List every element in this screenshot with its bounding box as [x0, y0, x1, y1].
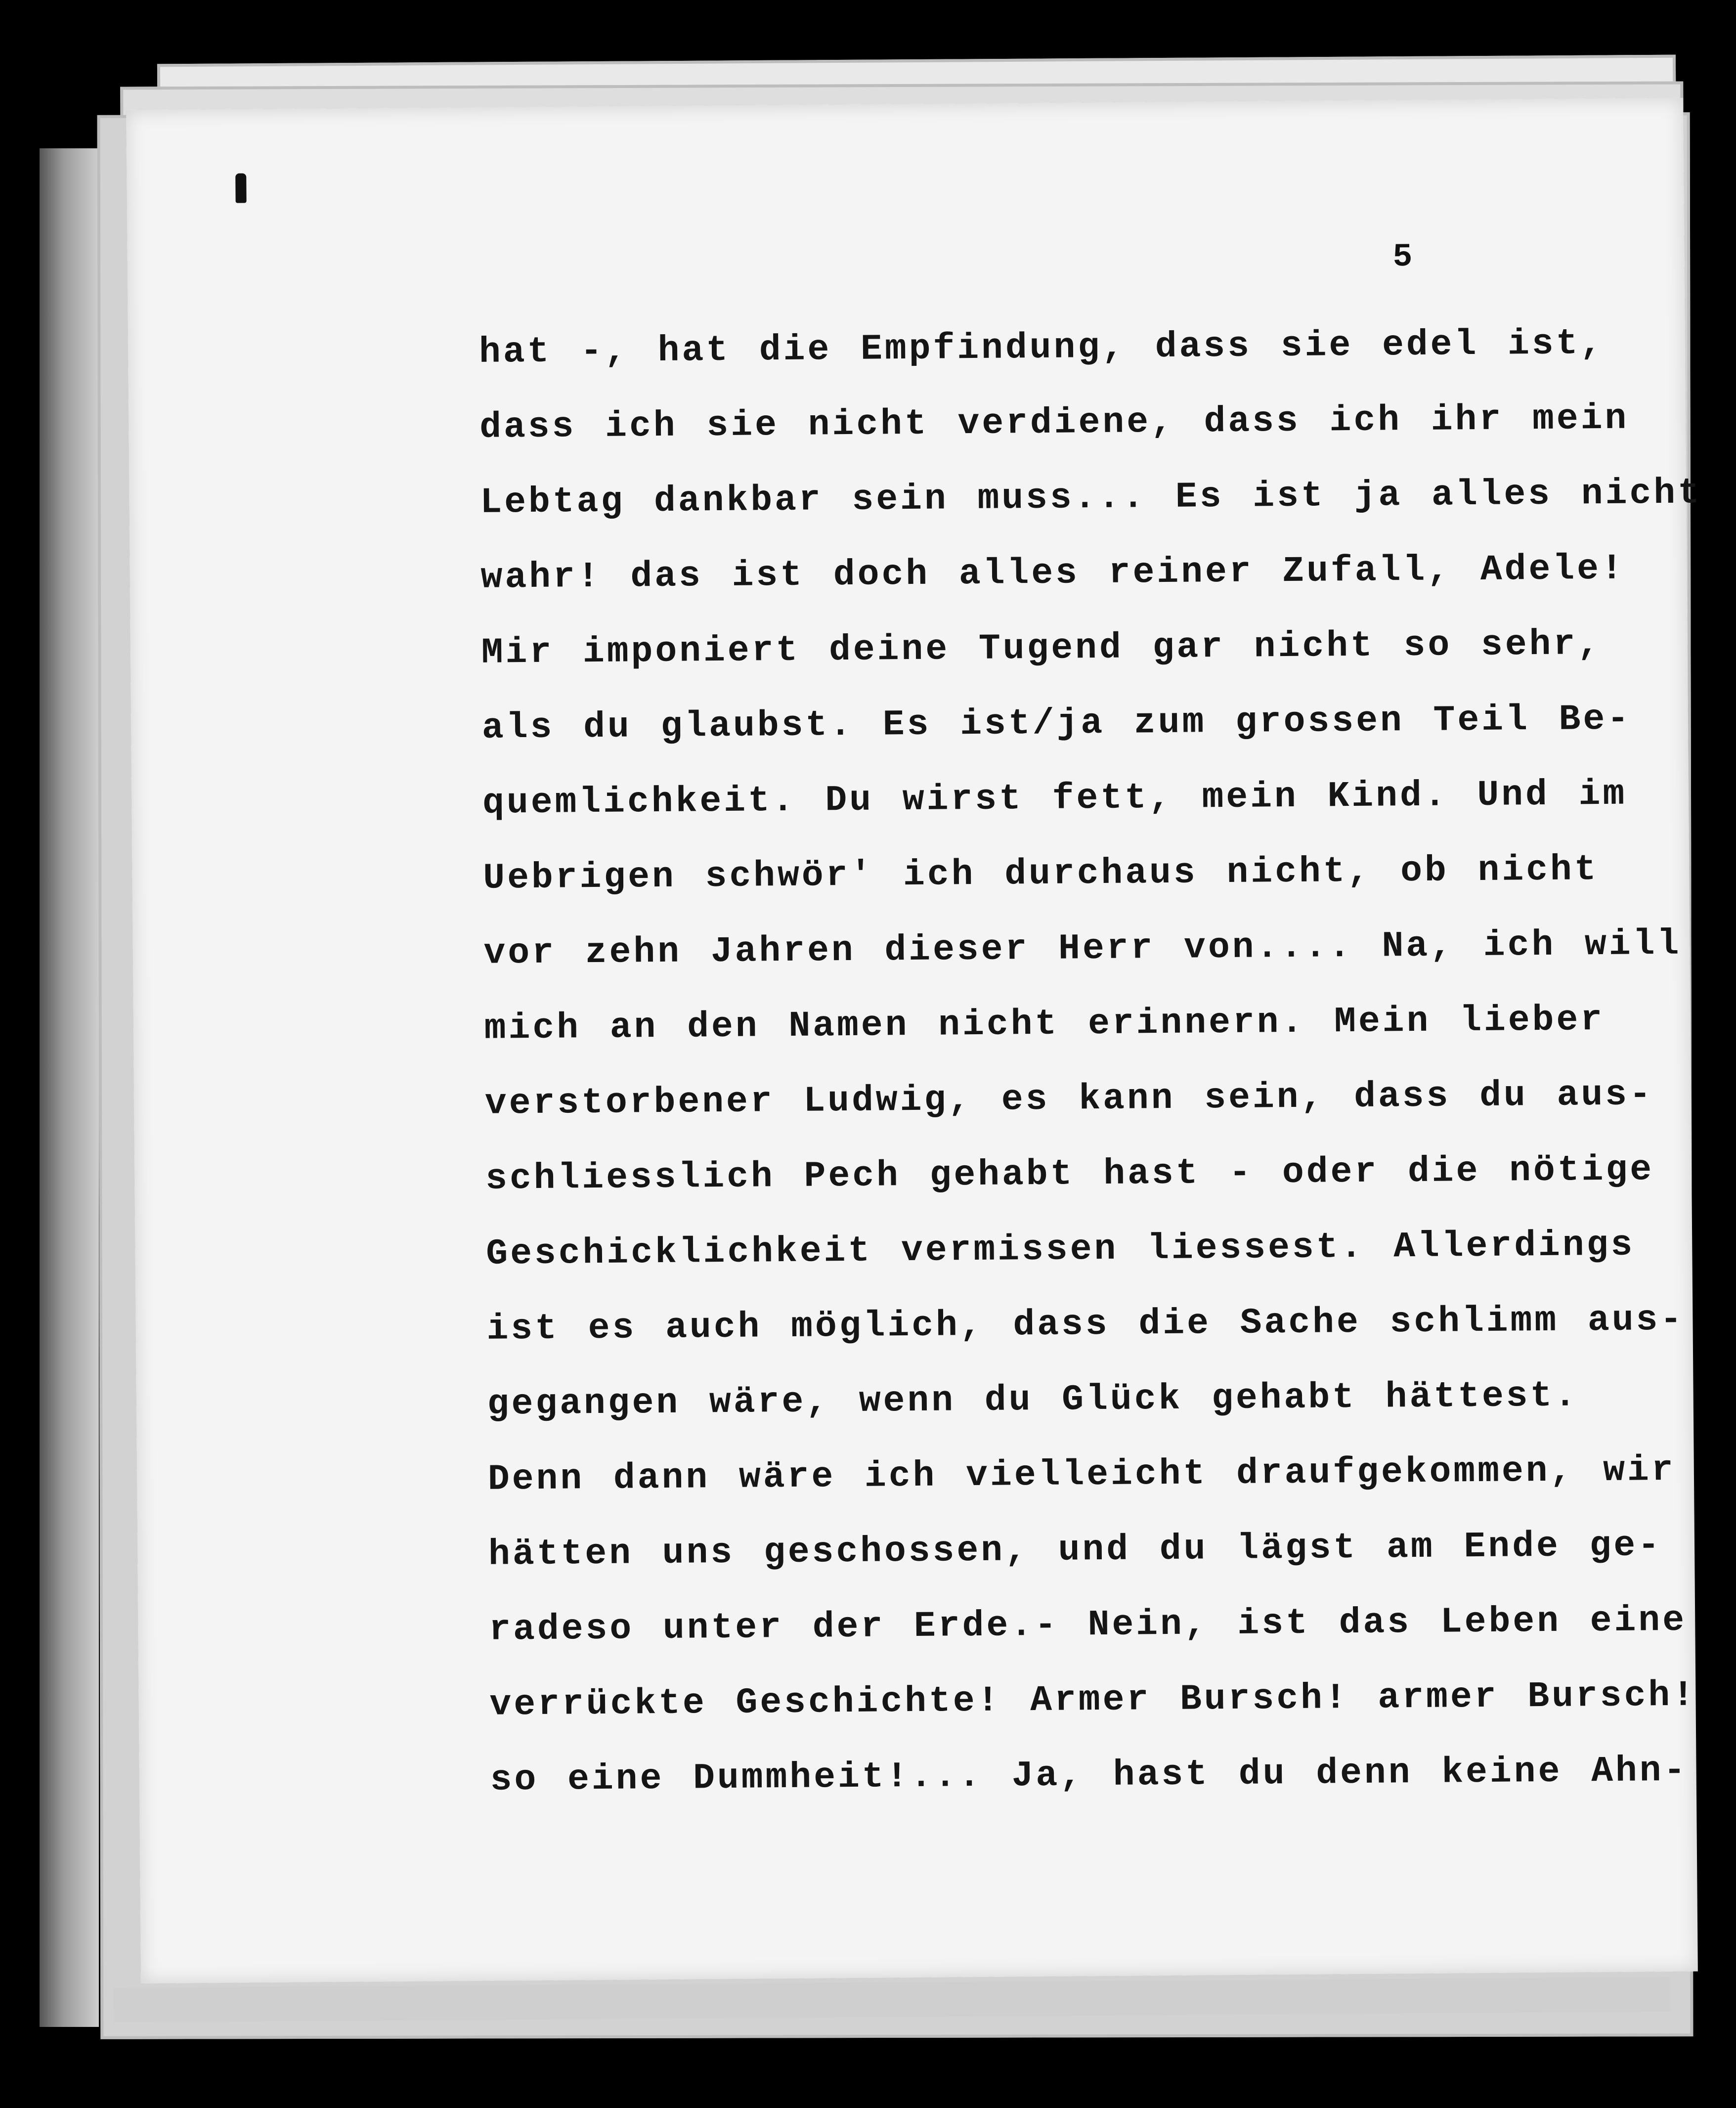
- text-line: dass ich sie nicht verdiene, dass ich ihr mein: [479, 397, 1629, 448]
- text-line: hat -, hat die Empfindung, dass sie edel ist,: [478, 322, 1605, 373]
- text-line: Geschicklichkeit vermissen liessest. Allerdings: [486, 1224, 1635, 1274]
- text-line: verstorbener Ludwig, es kann sein, dass du aus-: [484, 1074, 1654, 1124]
- typewritten-page: [126, 98, 1702, 1984]
- binding-edge: [40, 148, 99, 2027]
- page-number: 5: [1392, 238, 1414, 276]
- text-line: mich an den Namen nicht erinnern. Mein lieber: [484, 999, 1605, 1049]
- text-line: Uebrigen schwör' ich durchaus nicht, ob nicht: [483, 849, 1599, 899]
- text-line: wahr! das ist doch alles reiner Zufall, Adele!: [480, 548, 1626, 598]
- text-line: schliesslich Pech gehabt hast - oder die nötige: [485, 1149, 1654, 1199]
- text-line: ist es auch möglich, dass die Sache schlimm aus-: [486, 1299, 1685, 1350]
- text-line: vor zehn Jahren dieser Herr von.... Na, ich will: [483, 923, 1682, 974]
- text-line: als du glaubst. Es ist/ja zum grossen Teil Be-: [481, 698, 1632, 748]
- text-line: gegangen wäre, wenn du Glück gehabt hättest.: [487, 1375, 1579, 1425]
- text-line: Lebtag dankbar sein muss... Es ist ja alles nicht: [480, 472, 1702, 523]
- ink-mark: [235, 174, 246, 203]
- text-line: verrückte Geschichte! Armer Bursch! armer Bursch!: [489, 1674, 1697, 1725]
- text-line: Denn dann wäre ich vielleicht draufgekommen, wir: [487, 1449, 1676, 1500]
- body-text: [478, 306, 1702, 1818]
- text-line: radeso unter der Erde.- Nein, ist das Leben eine: [489, 1599, 1687, 1650]
- text-line: so eine Dummheit!... Ja, hast du denn keine Ahn-: [490, 1750, 1688, 1801]
- text-line: Mir imponiert deine Tugend gar nicht so sehr,: [481, 623, 1602, 673]
- text-line: hätten uns geschossen, und du lägst am Ende ge-: [488, 1525, 1662, 1575]
- text-line: quemlichkeit. Du wirst fett, mein Kind. Und im: [482, 773, 1627, 824]
